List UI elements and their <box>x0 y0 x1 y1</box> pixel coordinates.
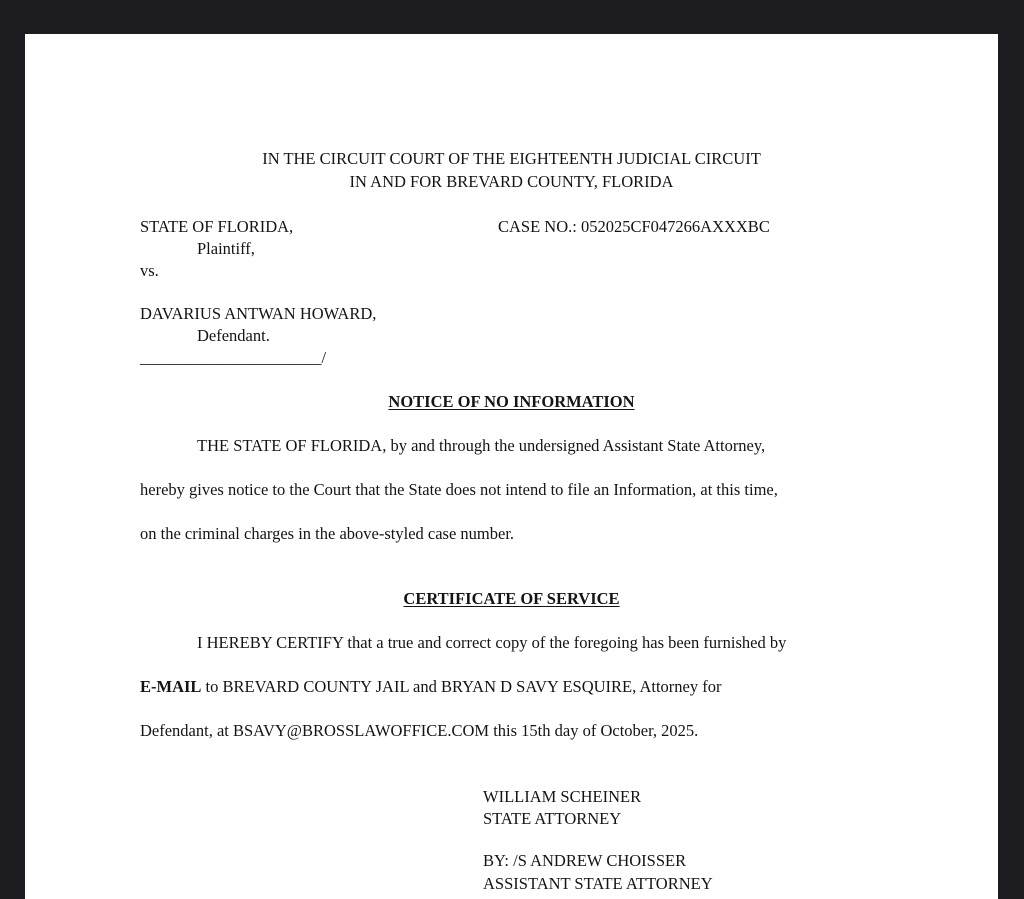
certificate-title: CERTIFICATE OF SERVICE <box>403 589 620 608</box>
certificate-line-2 <box>140 676 722 698</box>
certificate-line-2-text: to BREVARD COUNTY JAIL and BRYAN D SAVY ESQUIRE, Attorney for <box>201 677 722 696</box>
notice-title: NOTICE OF NO INFORMATION <box>388 392 635 411</box>
defendant-name: DAVARIUS ANTWAN HOWARD, <box>140 304 377 323</box>
signer-title: STATE ATTORNEY <box>483 809 622 828</box>
by-signer: BY: /S ANDREW CHOISSER <box>483 851 687 870</box>
court-line-1: IN THE CIRCUIT COURT OF THE EIGHTEENTH JUDICIAL CIRCUIT <box>262 149 761 168</box>
defendant-role: Defendant. <box>197 326 270 345</box>
plaintiff-role: Plaintiff, <box>197 239 255 258</box>
certificate-line-1: I HEREBY CERTIFY that a true and correct copy of the foregoing has been furnished by <box>197 633 787 652</box>
by-signer-title: ASSISTANT STATE ATTORNEY <box>483 874 713 893</box>
notice-line-3: on the criminal charges in the above-styled case number. <box>140 524 515 543</box>
versus: vs. <box>140 261 159 280</box>
case-number: CASE NO.: 052025CF047266AXXXBC <box>498 217 770 236</box>
notice-line-2: hereby gives notice to the Court that the State does not intend to file an Information, at this time, <box>140 480 778 499</box>
caption-signature-line: ______________________/ <box>140 348 327 367</box>
document-page <box>25 34 998 899</box>
certificate-line-3: Defendant, at BSAVY@BROSSLAWOFFICE.COM this 15th day of October, 2025. <box>140 721 699 740</box>
email-label: E-MAIL <box>140 677 202 696</box>
plaintiff-name: STATE OF FLORIDA, <box>140 217 294 236</box>
signer-name: WILLIAM SCHEINER <box>483 787 642 806</box>
notice-line-1: THE STATE OF FLORIDA, by and through the undersigned Assistant State Attorney, <box>197 436 766 455</box>
court-line-2: IN AND FOR BREVARD COUNTY, FLORIDA <box>349 172 674 191</box>
